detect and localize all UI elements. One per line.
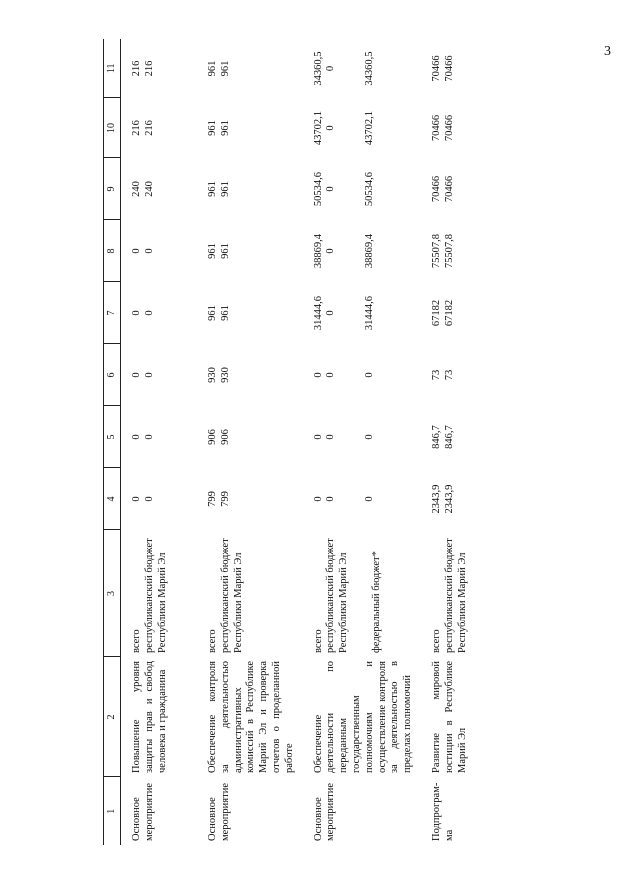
value-cell: 0 0 0 [312,372,376,378]
value-cell: 70466 70466 [430,55,455,82]
value-cell: 50534,6 0 50534,6 [312,171,376,207]
row-type: Основное мероприятие [207,783,231,841]
table-row [197,39,303,845]
source-label: республиканский бюджет Республики Марий Эл [219,538,244,653]
measure-name: Обеспечение деятельности по переданным государственным полномочиям и осуществление контроля за деятельностью в пределах полномочий [312,661,414,773]
row-type: Основное мероприятие [131,783,155,841]
source-cell [421,530,475,657]
source-cell [197,530,303,657]
col-header: 4 [104,468,121,530]
value-cell: 961 961 [207,181,231,197]
source-cell [303,530,421,657]
source-cell [121,530,198,657]
value-cell: 961 961 [207,243,231,259]
value-cell: 38869,4 0 38869,4 [312,233,376,269]
measure-name: Повышение уровня защиты прав и свобод человека и гражданина [131,661,168,773]
source-label: федеральный бюджет* [370,551,382,653]
value-cell: 67182 67182 [430,299,455,327]
budget-table-rotated [103,39,621,845]
header-row [104,39,121,845]
row-type: Основное мероприятие [312,783,337,841]
value-cell: 0 0 [131,310,155,316]
value-cell: 930 930 [207,367,231,383]
source-label: всего [312,629,324,653]
col-header: 5 [104,406,121,468]
value-cell: 70466 70466 [430,175,455,203]
source-label: республиканский бюджет Республики Марий Эл [443,538,468,653]
value-cell: 31444,6 0 31444,6 [312,295,376,331]
value-cell: 2343,9 2343,9 [430,484,455,514]
col-header: 3 [104,530,121,657]
value-cell: 73 73 [430,369,455,381]
col-header: 6 [104,344,121,406]
value-cell: 961 961 [207,60,231,77]
value-cell: 0 0 [131,434,155,440]
source-label: всего [131,629,142,653]
source-label: всего [430,629,442,653]
value-cell: 0 0 [131,372,155,378]
col-header: 7 [104,282,121,344]
value-cell: 846,7 846,7 [430,425,455,449]
col-header: 8 [104,220,121,282]
page-number: 3 [604,44,611,59]
col-header: 11 [104,39,121,98]
measure-name: Развитие мировой юстиции в Республике Марий Эл [430,661,468,773]
value-cell: 799 799 [207,491,231,507]
source-label: всего [207,629,218,653]
source-label: республиканский бюджет Республики Марий Эл [143,538,168,653]
value-cell: 0 0 0 [312,434,376,440]
row-type: Подпрограм-ма [430,782,455,841]
value-cell: 216 216 [131,60,155,77]
value-cell: 0 0 [131,248,155,254]
col-header: 9 [104,158,121,220]
col-header: 10 [104,98,121,158]
table-row [121,39,198,845]
budget-table [103,39,475,845]
value-cell: 906 906 [207,429,231,445]
value-cell: 34360,5 0 34360,5 [312,51,376,86]
source-label: республиканский бюджет Республики Марий Эл [325,538,350,653]
value-cell: 75507,8 75507,8 [430,233,455,269]
table-row [421,39,475,845]
value-cell: 0 0 0 [312,496,376,502]
value-cell: 961 961 [207,305,231,321]
value-cell: 0 0 [131,496,155,502]
col-header: 2 [104,657,121,777]
value-cell: 216 216 [131,120,155,136]
col-header: 1 [104,777,121,845]
value-cell: 43702,1 0 43702,1 [312,110,376,146]
table-row [303,39,421,845]
value-cell: 70466 70466 [430,114,455,142]
value-cell: 240 240 [131,181,155,197]
measure-name: Обеспечение контроля за деятельностью административных комиссий в Республике Марий Эл и проверка отчетов о проделанной работе [207,661,295,773]
value-cell: 961 961 [207,120,231,136]
